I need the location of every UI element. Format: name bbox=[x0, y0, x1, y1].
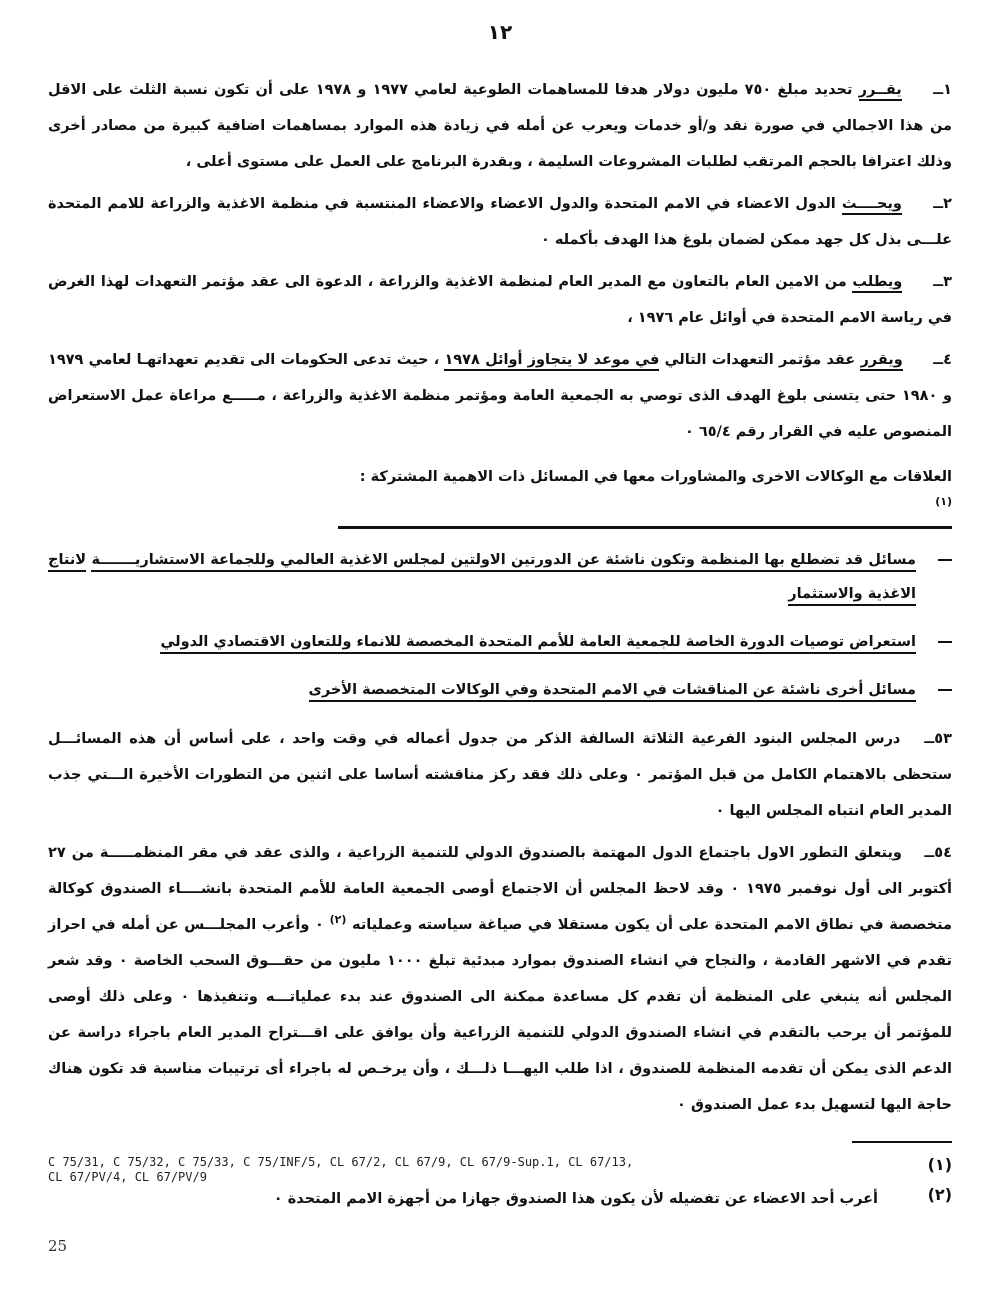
line-text: لعامي ١٩٧٩ و ١٩٨٠ حتى يتسنى بلوغ الهدف الذى توصي به الجمعية العامة ومؤتمر منظمة الاغذية والزراعة ، مـــــع bbox=[48, 352, 953, 404]
footnote-1-line: CL 67/PV/4, CL 67/PV/9 bbox=[48, 1170, 207, 1184]
line-text: عقد مؤتمر التعهدات التالي bbox=[664, 352, 856, 368]
footnote-1-line: C 75/31, C 75/32, C 75/33, C 75/INF/5, CL 67/2, CL 67/9, CL 67/9-Sup.1, CL 67/13, bbox=[48, 1155, 634, 1169]
bullet-text bbox=[48, 543, 916, 611]
footnote-number: (٢) bbox=[927, 1185, 952, 1204]
line-text: ، حيث تدعى الحكومات الى تقديم تعهداتهـا bbox=[136, 352, 440, 368]
paragraph-1 bbox=[48, 72, 952, 180]
paragraph-number: ٤ــ bbox=[933, 352, 952, 368]
operative-keyword: ويطلب bbox=[852, 274, 902, 293]
line-text: ستحظى بالاهتمام الكامل من قبل المؤتمر ٠ وعلى ذلك فقد ركز مناقشته أساسا على اثنين من التطورات الأخيرة الـــتي bbox=[87, 767, 953, 783]
bullet-line: لانتاج الاغذية والاستثمار bbox=[48, 552, 916, 606]
paragraph-number: ٥٣ــ bbox=[924, 731, 952, 747]
bullet-line: استعراض توصيات الدورة الخاصة للجمعية العامة للأمم المتحدة المخصصة للانماء وللتعاون الاقتصادي الدولي bbox=[160, 634, 916, 654]
line-text: تحديد مبلغ ٧٥٠ مليون دولار هدفا للمساهمات الطوعية لعامي ١٩٧٧ و ١٩٧٨ على أن تكون نسبة الثلث bbox=[129, 82, 853, 98]
line-text: مراعاة عمل الاستعراض المنصوص عليه في القرار رقم ٦٥/٤ ٠ bbox=[48, 388, 952, 440]
line-text: ٠ وأعرب المجلـــس bbox=[184, 917, 324, 933]
footnotes bbox=[48, 1155, 952, 1213]
line-text: من الامين العام بالتعاون مع المدير العام لمنظمة الاغذية والزراعة ، الدعوة الى عقد مؤتمر التعهدات لهذا bbox=[100, 274, 847, 290]
line-text: الدول الاعضاء في الامم المتحدة والدول الاعضاء والاعضاء المنتسبة في منظمة الاغذية والزراعة للامم المتحدة bbox=[48, 196, 836, 212]
paragraph-4 bbox=[48, 342, 952, 450]
bullet-line: مسائل أخرى ناشئة عن المناقشات في الامم المتحدة وفي الوكالات المتخصصة الأخرى bbox=[309, 682, 916, 702]
footnote-2-text: أعرب أحد الاعضاء عن تفضيله لأن يكون هذا الصندوق جهازا من أجهزة الامم المتحدة ٠ bbox=[273, 1191, 878, 1207]
bullet-dash bbox=[938, 689, 952, 691]
page-number-top: ١٢ bbox=[487, 20, 513, 44]
line-text: الغرض في رياسة الامم المتحدة في أوائل عام ١٩٧٦ ، bbox=[48, 274, 952, 326]
line-text: درس المجلس البنود الفرعية الثلاثة السالفة الذكر من جدول أعماله في وقت واحد ، على أساس أن هذه المسائـــل bbox=[48, 731, 901, 747]
line-text: جذب المدير العام انتباه المجلس اليها ٠ bbox=[48, 767, 952, 819]
bullet-dash bbox=[938, 559, 952, 561]
footnote-1 bbox=[48, 1155, 952, 1185]
underlined-phrase: في موعد لا يتجاوز أوائل ١٩٧٨ bbox=[444, 352, 659, 371]
operative-keyword: ويقرر bbox=[860, 352, 902, 371]
operative-keyword: يقــرر bbox=[859, 82, 902, 101]
line-text: أخرى وذلك اعترافا بالحجم المرتقب لطلبات المشروعات السليمة ، وبقدرة البرنامج على العمل على مستوى أعلى ، bbox=[48, 118, 952, 170]
paragraph-54 bbox=[48, 835, 952, 1123]
line-text: الصندوق كوكالة متخصصة في نطاق الامم المتحدة على أن يكون مستقلا في صياغة سياسته وعملياته bbox=[48, 881, 952, 933]
paragraph-53 bbox=[48, 721, 952, 829]
line-text: ويتعلق التطور الاول باجتماع الدول المهتمة بالصندوق الدولي للتنمية الزراعية ، والذى عقد في مقر المنظمـــــة bbox=[99, 845, 902, 861]
operative-keyword: ويحــــث bbox=[842, 196, 902, 215]
footnote-separator bbox=[852, 1141, 952, 1143]
paragraph-number: ٥٤ــ bbox=[924, 845, 952, 861]
line-text: له باجراء أى ترتيبات مناسبة قد تكون هناك حاجة اليها لتسهيل بدء عمل الصندوق ٠ bbox=[48, 1061, 952, 1113]
footnote-2 bbox=[48, 1185, 952, 1213]
footnote-ref: (١) bbox=[935, 495, 952, 509]
paragraph-number: ١ــ bbox=[933, 82, 952, 98]
section-heading bbox=[338, 462, 952, 529]
line-text: السحب الخاصة ٠ وقد شعر المجلس أنه ينبغي على المنظمة أن تقدم كل مساعدة ممكنة الى الصندوق عند بدء عملياتـــه bbox=[48, 953, 953, 1005]
bullet-item-3 bbox=[48, 673, 952, 707]
line-text: علـــى بذل كل جهد ممكن لضمان بلوغ هذا الهدف بأكمله ٠ bbox=[540, 232, 952, 248]
line-text: وتنفيذها ٠ وعلى ذلك أوصى للمؤتمر أن يرحب بالتقدم في انشاء الصندوق الدولي للتنمية الزراعية وأن يوافق على اقـــتراح bbox=[48, 989, 952, 1041]
paragraph-3 bbox=[48, 264, 952, 336]
paragraph-2 bbox=[48, 186, 952, 258]
bullet-text bbox=[48, 673, 916, 707]
footnote-1-text bbox=[48, 1155, 892, 1185]
bullet-text bbox=[48, 625, 916, 659]
heading-text: العلاقات مع الوكالات الاخرى والمشاورات معها في المسائل ذات الاهمية المشتركة : bbox=[359, 469, 952, 485]
line-text: عن أمله في احراز تقدم في الاشهر القادمة ، والنجاح في انشاء الصندوق بموارد مبدئية تبلغ ١٠٠٠ مليون من حقـــوق bbox=[48, 917, 952, 969]
page-number-bottom: 25 bbox=[48, 1237, 68, 1255]
footnote-number: (١) bbox=[927, 1155, 952, 1174]
bullet-item-1 bbox=[48, 543, 952, 611]
line-text: المدير العام باجراء دراسة عن الدعم الذى يمكن أن تقدمه المنظمة للصندوق ، اذا طلب اليهـــا ذلـــك ، وأن يرخـص bbox=[48, 1025, 952, 1077]
footnote-ref: (٢) bbox=[329, 913, 347, 927]
paragraph-number: ٢ــ bbox=[933, 196, 952, 212]
bullet-item-2 bbox=[48, 625, 952, 659]
bullet-dash bbox=[938, 641, 952, 643]
bullet-line: مسائل قد تضطلع بها المنظمة وتكون ناشئة عن الدورتين الاولتين لمجلس الاغذية العالمي وللجماعة الاستشاريـــــــة bbox=[91, 552, 916, 572]
line-text: من ٢٧ أكتوبر الى أول نوفمبر ١٩٧٥ ٠ وقد لاحظ المجلس أن الاجتماع أوصى الجمعية العامة للأمم المتحدة بانشــــاء bbox=[48, 845, 952, 897]
line-text: على الاقل من هذا الاجمالي في صورة نقد و/أو خدمات ويعرب عن أمله في زيادة هذه الموارد بمساهمات اضافية كبيرة من مصادر bbox=[48, 82, 952, 134]
paragraph-number: ٣ــ bbox=[933, 274, 952, 290]
bullet-list bbox=[48, 543, 952, 707]
